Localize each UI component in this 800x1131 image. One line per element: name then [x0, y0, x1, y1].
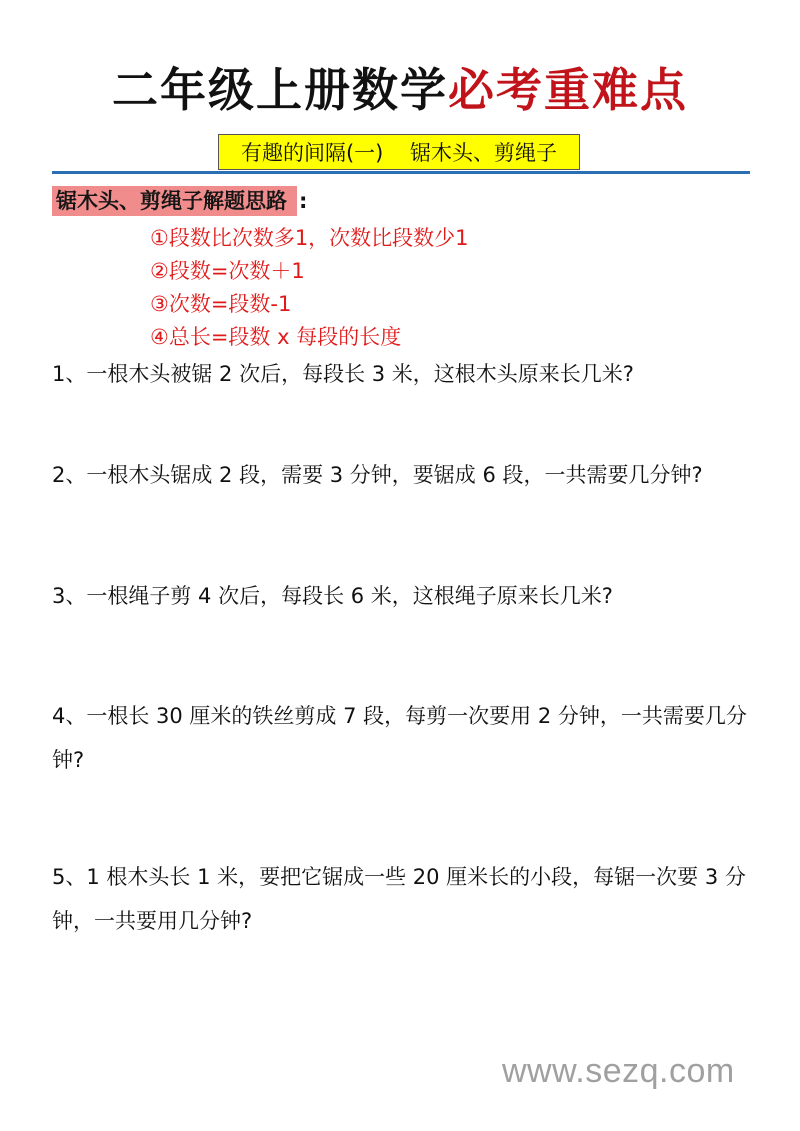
- question-2: 2、一根木头锯成 2 段，需要 3 分钟，要锯成 6 段，一共需要几分钟?: [52, 463, 703, 487]
- question-1: 1、一根木头被锯 2 次后，每段长 3 米，这根木头原来长几米?: [52, 362, 634, 386]
- question-5: 5、1 根木头长 1 米，要把它锯成一些 20 厘米长的小段，每锯一次要 3 分钟，一共要用几分钟?: [52, 865, 746, 933]
- method-tip: ①段数比次数多1，次数比段数少1: [150, 226, 469, 250]
- subtitle-banner: 有趣的间隔(一) 锯木头、剪绳子: [218, 134, 580, 170]
- method-tip: ③次数=段数-1: [150, 292, 292, 316]
- watermark: www.sezq.com: [502, 1052, 735, 1090]
- divider: [52, 171, 750, 174]
- method-tip: ②段数=次数＋1: [150, 259, 305, 283]
- method-heading: [52, 186, 307, 216]
- page-title: [0, 62, 800, 118]
- page-title-black: 二年级上册数学: [112, 63, 448, 117]
- page-title-red: 必考重难点: [448, 63, 688, 117]
- method-tip: ④总长=段数 x 每段的长度: [150, 325, 402, 349]
- method-tips-list: [150, 222, 469, 354]
- method-heading-text: 锯木头、剪绳子解题思路: [52, 186, 297, 216]
- method-heading-colon: :: [299, 189, 308, 213]
- question-4: 4、一根长 30 厘米的铁丝剪成 7 段，每剪一次要用 2 分钟，一共需要几分钟?: [52, 704, 747, 772]
- question-3: 3、一根绳子剪 4 次后，每段长 6 米，这根绳子原来长几米?: [52, 584, 613, 608]
